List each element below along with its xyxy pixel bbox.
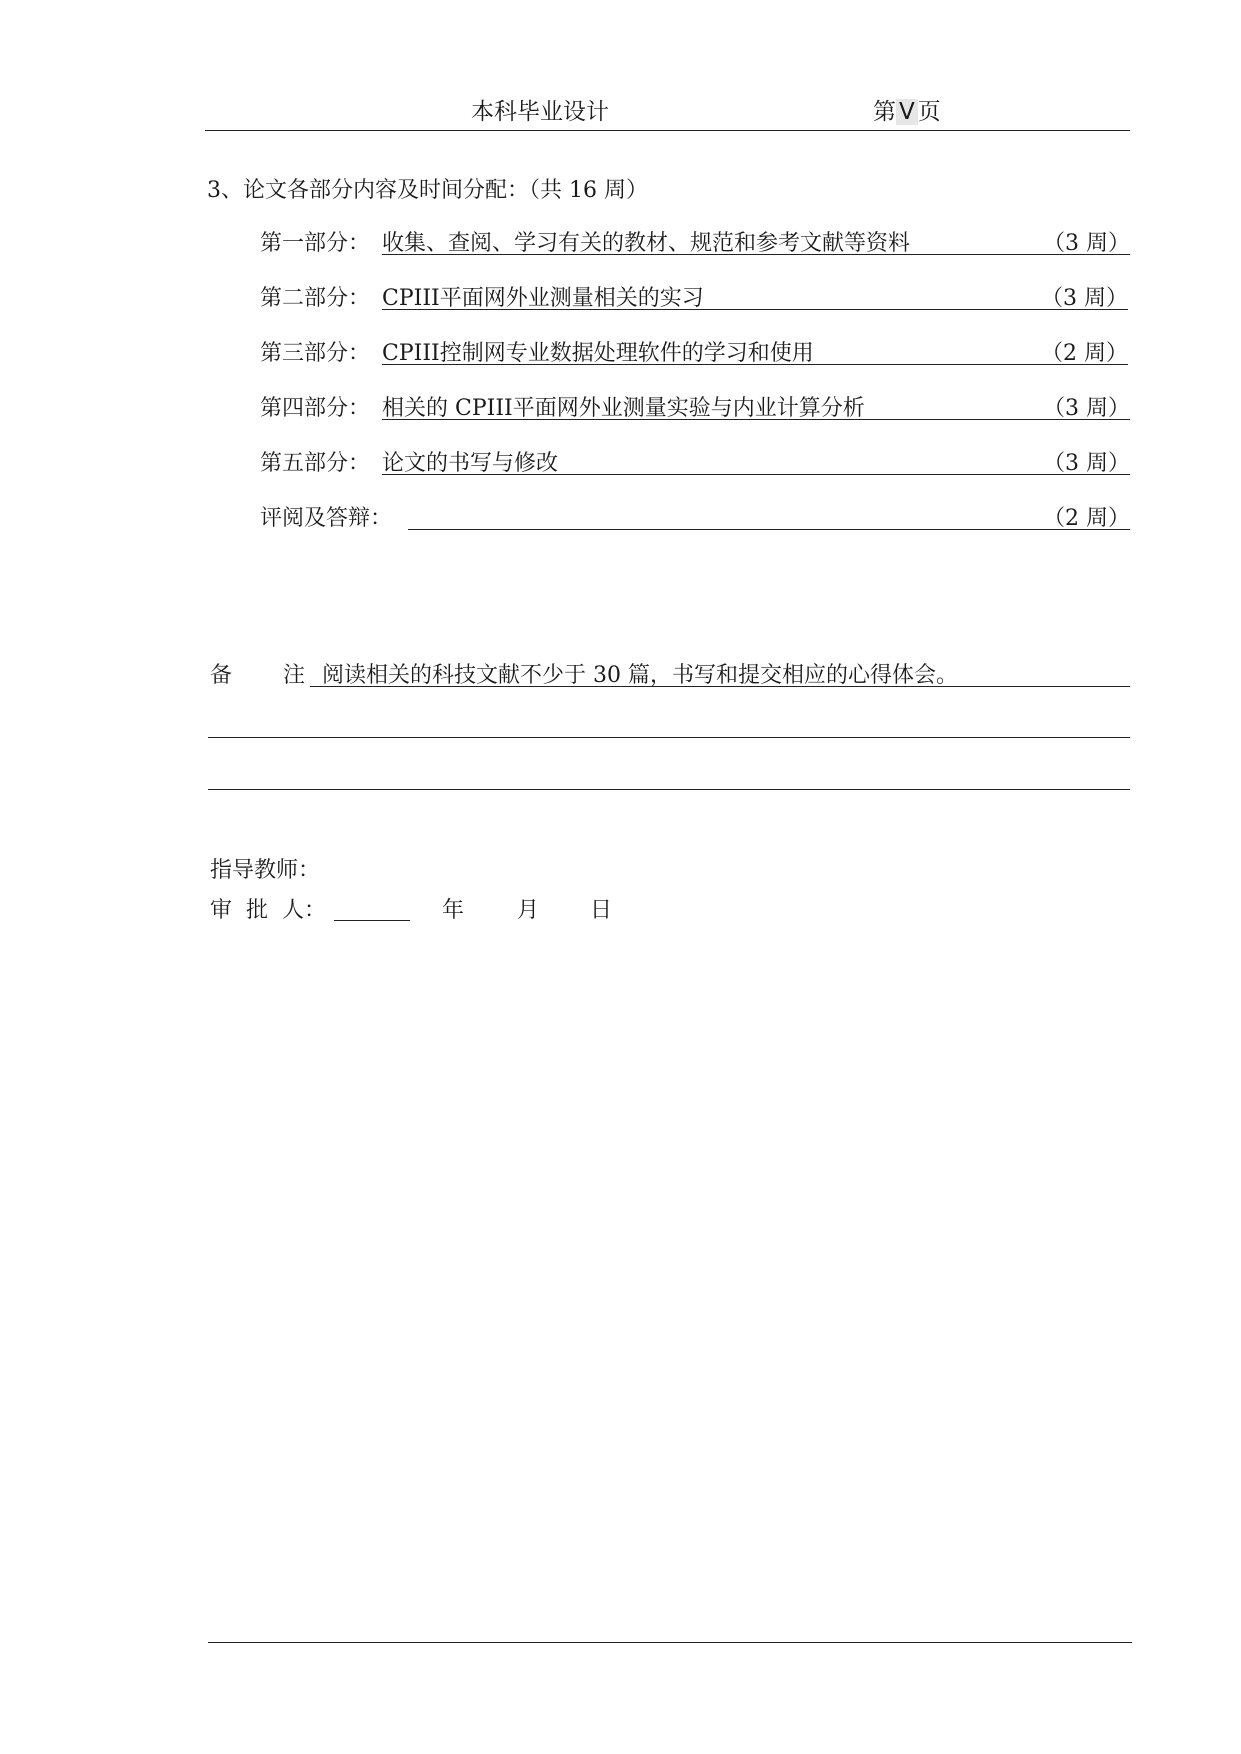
schedule-label: 第五部分： (260, 451, 371, 476)
page-prefix: 第 (873, 99, 896, 125)
schedule-weeks: （3 周） (1043, 451, 1130, 476)
schedule-row-2 (260, 281, 1128, 311)
approver-label: 审 批 人： (210, 898, 326, 923)
schedule-content: 相关的 CPIII平面网外业测量实验与内业计算分析 (382, 396, 865, 421)
remark-blank-line-2 (208, 789, 1130, 790)
schedule-weeks: （3 周） (1043, 396, 1130, 421)
page-number: V (896, 99, 918, 125)
remark-label-1: 备 (210, 663, 233, 688)
schedule-underline (408, 501, 1130, 530)
remark-label-2: 注 (283, 663, 306, 688)
approver-signature-blank (334, 893, 410, 921)
footer-rule (208, 1642, 1132, 1643)
page-header (205, 90, 1130, 131)
schedule-row-5 (260, 446, 1130, 476)
schedule-label: 第一部分： (260, 231, 371, 256)
schedule-underline (382, 281, 1128, 310)
schedule-row-1 (260, 226, 1130, 256)
header-title: 本科毕业设计 (471, 99, 609, 125)
schedule-weeks: （2 周） (1043, 506, 1130, 531)
schedule-underline (382, 446, 1130, 475)
schedule-weeks: （2 周） (1041, 341, 1128, 366)
page-suffix: 页 (917, 99, 941, 125)
header-page-number (873, 93, 941, 126)
schedule-content: 论文的书写与修改 (382, 451, 559, 476)
schedule-weeks: （3 周） (1041, 286, 1128, 311)
remark-text: 阅读相关的科技文献不少于 30 篇，书写和提交相应的心得体会。 (322, 663, 958, 688)
schedule-content: 收集、查阅、学习有关的教材、规范和参考文献等资料 (382, 231, 911, 256)
day-label: 日 (590, 898, 613, 923)
schedule-heading: 3、论文各部分内容及时间分配：（共 16 周） (207, 178, 648, 203)
schedule-row-review (260, 501, 1130, 531)
schedule-row-4 (260, 391, 1130, 421)
schedule-label: 第二部分： (260, 286, 371, 311)
schedule-underline (382, 226, 1130, 255)
approver-line (210, 893, 710, 923)
teacher-label: 指导教师： (210, 858, 321, 883)
schedule-underline (382, 391, 1130, 420)
schedule-label: 评阅及答辩： (260, 506, 393, 531)
schedule-label: 第四部分： (260, 396, 371, 421)
schedule-content: CPIII控制网专业数据处理软件的学习和使用 (382, 341, 814, 366)
remark-blank-line-1 (208, 737, 1130, 738)
schedule-weeks: （3 周） (1043, 231, 1130, 256)
schedule-underline (382, 336, 1128, 365)
schedule-label: 第三部分： (260, 341, 371, 366)
schedule-content: CPIII平面网外业测量相关的实习 (382, 286, 704, 311)
schedule-row-3 (260, 336, 1128, 366)
remark-underline (310, 658, 1130, 687)
month-label: 月 (517, 898, 540, 923)
year-label: 年 (442, 898, 465, 923)
